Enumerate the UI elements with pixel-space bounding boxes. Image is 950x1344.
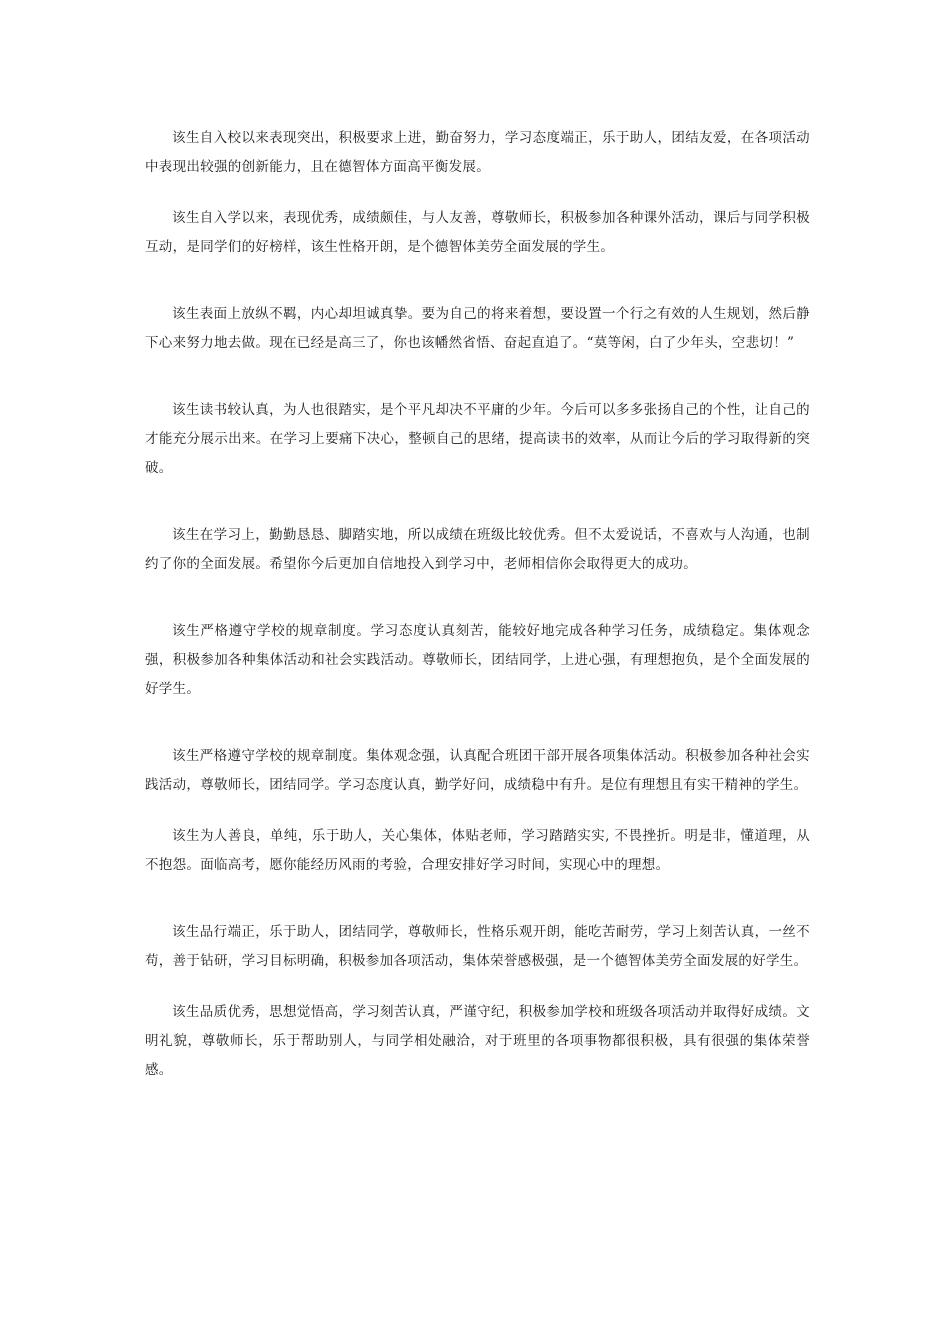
comment-paragraph-8: 该生为人善良，单纯，乐于助人，关心集体，体贴老师，学习踏踏实实, 不畏挫折。明是非，懂道理，从不抱怨。面临高考，愿你能经历风雨的考验，合理安排好学习时间，实现心中的理想。 [145,828,810,873]
comment-paragraph-3: 该生表面上放纵不羁，内心却坦诚真挚。要为自己的将来着想，要设置一个行之有效的人生规划，然后静下心来努力地去做。现在已经是高三了，你也该幡然省悟、奋起直追了。“莫等闲，白了少年头，空悲切！” [145,306,810,351]
comment-paragraph-7: 该生严格遵守学校的规章制度。集体观念强，认真配合班团干部开展各项集体活动。积极参加各种社会实践活动，尊敬师长，团结同学。学习态度认真，勤学好问，成绩稳中有升。是位有理想且有实干精神的学生。 [145,748,810,793]
comment-paragraph-10: 该生品质优秀，思想觉悟高，学习刻苦认真，严谨守纪，积极参加学校和班级各项活动并取得好成绩。文明礼貌，尊敬师长，乐于帮助别人，与同学相处融洽，对于班里的各项事物都很积极，具有很强的集体荣誉感。 [145,1004,810,1078]
document-page [145,124,810,1085]
comment-paragraph-9: 该生品行端正，乐于助人，团结同学，尊敬师长，性格乐观开朗，能吃苦耐劳，学习上刻苦认真，一丝不苟，善于钻研，学习目标明确，积极参加各项活动，集体荣誉感极强，是一个德智体美劳全面发展的好学生。 [145,924,810,969]
comment-paragraph-2: 该生自入学以来，表现优秀，成绩颇佳，与人友善，尊敬师长，积极参加各种课外活动，课后与同学积极互动，是同学们的好榜样，该生性格开朗，是个德智体美劳全面发展的学生。 [145,210,810,255]
comment-paragraph-5: 该生在学习上，勤勤恳恳、脚踏实地，所以成绩在班级比较优秀。但不太爱说话，不喜欢与人沟通，也制约了你的全面发展。希望你今后更加自信地投入到学习中，老师相信你会取得更大的成功。 [145,527,810,572]
comment-paragraph-4: 该生读书较认真，为人也很踏实，是个平凡却决不平庸的少年。今后可以多多张扬自己的个性，让自己的才能充分展示出来。在学习上要痛下决心，整顿自己的思绪，提高读书的效率，从而让今后的学习取得新的突破。 [145,402,810,476]
comment-paragraph-1: 该生自入校以来表现突出，积极要求上进，勤奋努力，学习态度端正，乐于助人，团结友爱，在各项活动中表现出较强的创新能力，且在德智体方面高平衡发展。 [145,130,810,175]
comment-paragraph-6: 该生严格遵守学校的规章制度。学习态度认真刻苦，能较好地完成各种学习任务，成绩稳定。集体观念强，积极参加各种集体活动和社会实践活动。尊敬师长，团结同学，上进心强，有理想抱负，是个全面发展的好学生。 [145,623,810,697]
